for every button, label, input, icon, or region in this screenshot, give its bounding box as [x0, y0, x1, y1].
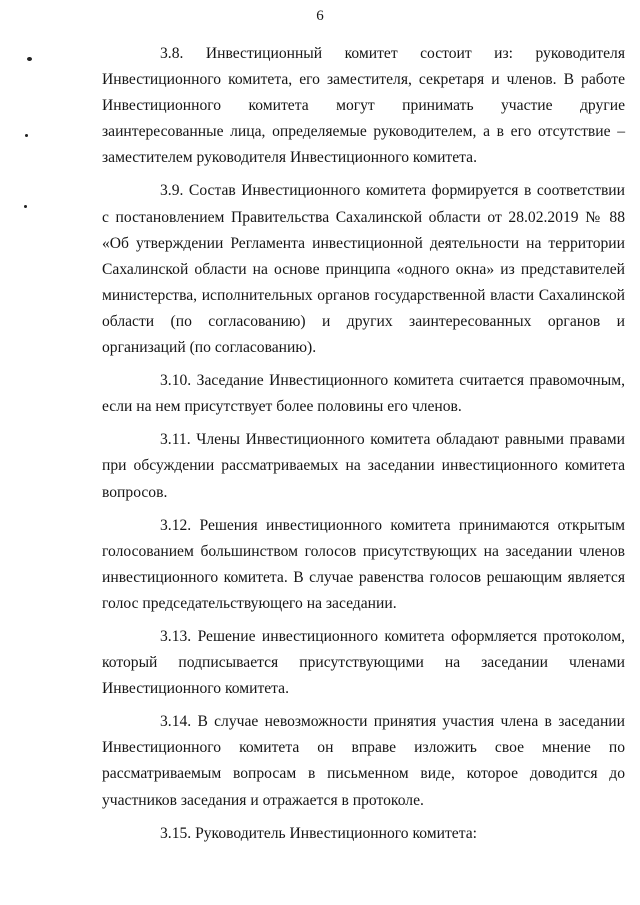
paragraph-3-10: 3.10. Заседание Инвестиционного комитета считается правомочным, если на нем присутствует более половины его членов. [102, 372, 625, 416]
paragraph-3-15: 3.15. Руководитель Инвестиционного комитета: [160, 824, 477, 842]
document-body [102, 41, 625, 854]
paragraph-3-14: 3.14. В случае невозможности принятия участия члена в заседании Инвестиционного комитета он вправе изложить свое мнение по рассматриваемым вопросам в письменном виде, которое доводится до участников заседания и отражается в протоколе. [102, 713, 625, 809]
scan-mark [27, 57, 32, 61]
page-number: 6 [316, 8, 324, 24]
paragraph-3-12: 3.12. Решения инвестиционного комитета принимаются открытым голосованием большинством голосов присутствующих на заседании членов инвестиционного комитета. В случае равенства голосов решающим является голос председательствующего на заседании. [102, 516, 625, 612]
scan-mark [24, 205, 27, 208]
paragraph-3-11: 3.11. Члены Инвестиционного комитета обладают равными правами при обсуждении рассматриваемых на заседании инвестиционного комитета вопросов. [102, 431, 625, 501]
paragraph-3-13: 3.13. Решение инвестиционного комитета оформляется протоколом, который подписывается присутствующими на заседании членами Инвестиционного комитета. [102, 627, 625, 698]
paragraph-3-8: 3.8. Инвестиционный комитет состоит из: руководителя Инвестиционного комитета, его заместителя, секретаря и членов. В работе Инвестиционного комитета могут принимать участие другие заинтересованные лица, определяемые руководителем, а в его отсутствие – заместителем руководителя Инвестиционного комитета. [102, 45, 625, 167]
paragraph-3-9: 3.9. Состав Инвестиционного комитета формируется в соответствии с постановлением Правительства Сахалинской области от 28.02.2019 № 88 «Об утверждении Регламента инвестиционной деятельности на территории Сахалинской области на основе принципа «одного окна» из представителей министерства, исполнительных органов государственной власти Сахалинской области (по согласованию) и других заинтересованных органов и организаций (по согласованию). [102, 182, 625, 357]
scan-mark [25, 134, 28, 137]
